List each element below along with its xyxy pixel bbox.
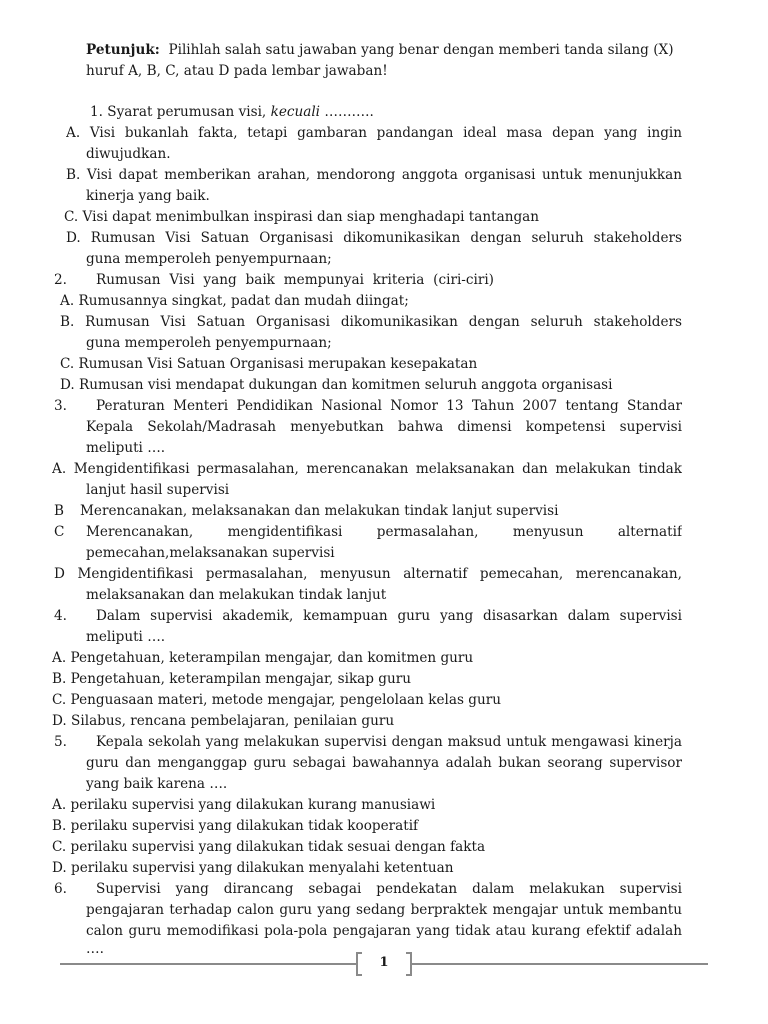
question-2-stem: Rumusan Visi yang baik mempunyai kriteria (ciri-ciri) (96, 272, 494, 288)
instructions-line-2: huruf A, B, C, atau D pada lembar jawaban! (86, 63, 388, 79)
question-6-stem-1: Supervisi yang dirancang sebagai pendekatan dalam melakukan supervisi (96, 881, 682, 897)
question-2-option-c: C. Rumusan Visi Satuan Organisasi merupakan kesepakatan (60, 356, 478, 372)
question-3-option-b-label: B (54, 503, 64, 519)
question-2-option-d: D. Rumusan visi mendapat dukungan dan komitmen seluruh anggota organisasi (60, 377, 613, 393)
footer-rule-left (60, 963, 356, 965)
question-6-stem-2: pengajaran terhadap calon guru yang sedang berpraktek mengajar untuk membantu (86, 902, 682, 918)
question-3-option-c-label: C (54, 524, 65, 540)
question-6-number: 6. (54, 881, 67, 897)
question-4-stem-2: meliputi …. (86, 629, 166, 645)
question-3-option-a: A. Mengidentifikasi permasalahan, merencanakan melaksanakan dan melakukan tindak (52, 461, 682, 477)
question-3-number: 3. (54, 398, 67, 414)
question-5-number: 5. (54, 734, 67, 750)
question-5-stem-2: guru dan menganggap guru sebagai bawahannya adalah bukan seorang supervisor (86, 755, 682, 771)
footer-rule-right (412, 963, 708, 965)
question-1-option-a: A. Visi bukanlah fakta, tetapi gambaran pandangan ideal masa depan yang ingin (66, 125, 682, 141)
question-1-option-b-cont: kinerja yang baik. (86, 188, 210, 204)
page-number: 1 (379, 955, 389, 970)
question-2-option-a: A. Rumusannya singkat, padat dan mudah diingat; (60, 293, 409, 309)
question-3-stem-1: Peraturan Menteri Pendidikan Nasional Nomor 13 Tahun 2007 tentang Standar (96, 398, 682, 414)
question-3-option-d-cont: melaksanakan dan melakukan tindak lanjut (86, 587, 387, 603)
question-1-option-a-cont: diwujudkan. (86, 146, 171, 162)
instructions-text-1: Pilihlah salah satu jawaban yang benar dengan memberi tanda silang (X) (168, 42, 674, 58)
question-4-number: 4. (54, 608, 67, 624)
question-3-option-b: Merencanakan, melaksanakan dan melakukan tindak lanjut supervisi (80, 503, 559, 519)
question-3-option-c: Merencanakan, mengidentifikasi permasalahan, menyusun alternatif (86, 524, 682, 540)
question-4-option-b: B. Pengetahuan, keterampilan mengajar, sikap guru (52, 671, 412, 687)
question-1-option-d-cont: guna memperoleh penyempurnaan; (86, 251, 332, 267)
instructions-label: Petunjuk: (86, 42, 160, 58)
question-1-emphasis: kecuali (270, 104, 321, 120)
question-4-option-c: C. Penguasaan materi, metode mengajar, pengelolaan kelas guru (52, 692, 501, 708)
question-6-stem-4: …. (86, 941, 104, 957)
question-2-option-b-cont: guna memperoleh penyempurnaan; (86, 335, 332, 351)
question-5-stem-3: yang baik karena …. (86, 776, 228, 792)
question-3-option-d: D Mengidentifikasi permasalahan, menyusun alternatif pemecahan, merencanakan, (54, 566, 682, 582)
question-1-stem: 1. Syarat perumusan visi, kecuali ……….. (90, 104, 374, 120)
instructions-line-1 (86, 40, 674, 60)
question-1-option-b: B. Visi dapat memberikan arahan, mendorong anggota organisasi untuk menunjukkan (66, 167, 682, 183)
question-3-stem-3: meliputi …. (86, 440, 166, 456)
question-2-number: 2. (54, 272, 67, 288)
question-1-option-c: C. Visi dapat menimbulkan inspirasi dan siap menghadapi tantangan (64, 209, 540, 225)
question-5-option-c: C. perilaku supervisi yang dilakukan tidak sesuai dengan fakta (52, 839, 486, 855)
question-6-stem-3: calon guru memodifikasi pola-pola pengajaran yang tidak atau kurang efektif adalah (86, 923, 682, 939)
question-5-option-b: B. perilaku supervisi yang dilakukan tidak kooperatif (52, 818, 419, 834)
question-5-stem-1: Kepala sekolah yang melakukan supervisi dengan maksud untuk mengawasi kinerja (96, 734, 682, 750)
question-2-option-b: B. Rumusan Visi Satuan Organisasi dikomunikasikan dengan seluruh stakeholders (60, 314, 682, 330)
question-3-option-c-cont: pemecahan,melaksanakan supervisi (86, 545, 335, 561)
question-5-option-a: A. perilaku supervisi yang dilakukan kurang manusiawi (52, 797, 436, 813)
question-3-option-a-cont: lanjut hasil supervisi (86, 482, 230, 498)
question-4-stem-1: Dalam supervisi akademik, kemampuan guru yang disasarkan dalam supervisi (96, 608, 682, 624)
question-3-stem-2: Kepala Sekolah/Madrasah menyebutkan bahwa dimensi kompetensi supervisi (86, 419, 682, 435)
question-4-option-d: D. Silabus, rencana pembelajaran, penilaian guru (52, 713, 395, 729)
question-1-option-d: D. Rumusan Visi Satuan Organisasi dikomunikasikan dengan seluruh stakeholders (66, 230, 682, 246)
question-5-option-d: D. perilaku supervisi yang dilakukan menyalahi ketentuan (52, 860, 454, 876)
footer-bracket-left (356, 952, 362, 976)
question-4-option-a: A. Pengetahuan, keterampilan mengajar, dan komitmen guru (52, 650, 474, 666)
